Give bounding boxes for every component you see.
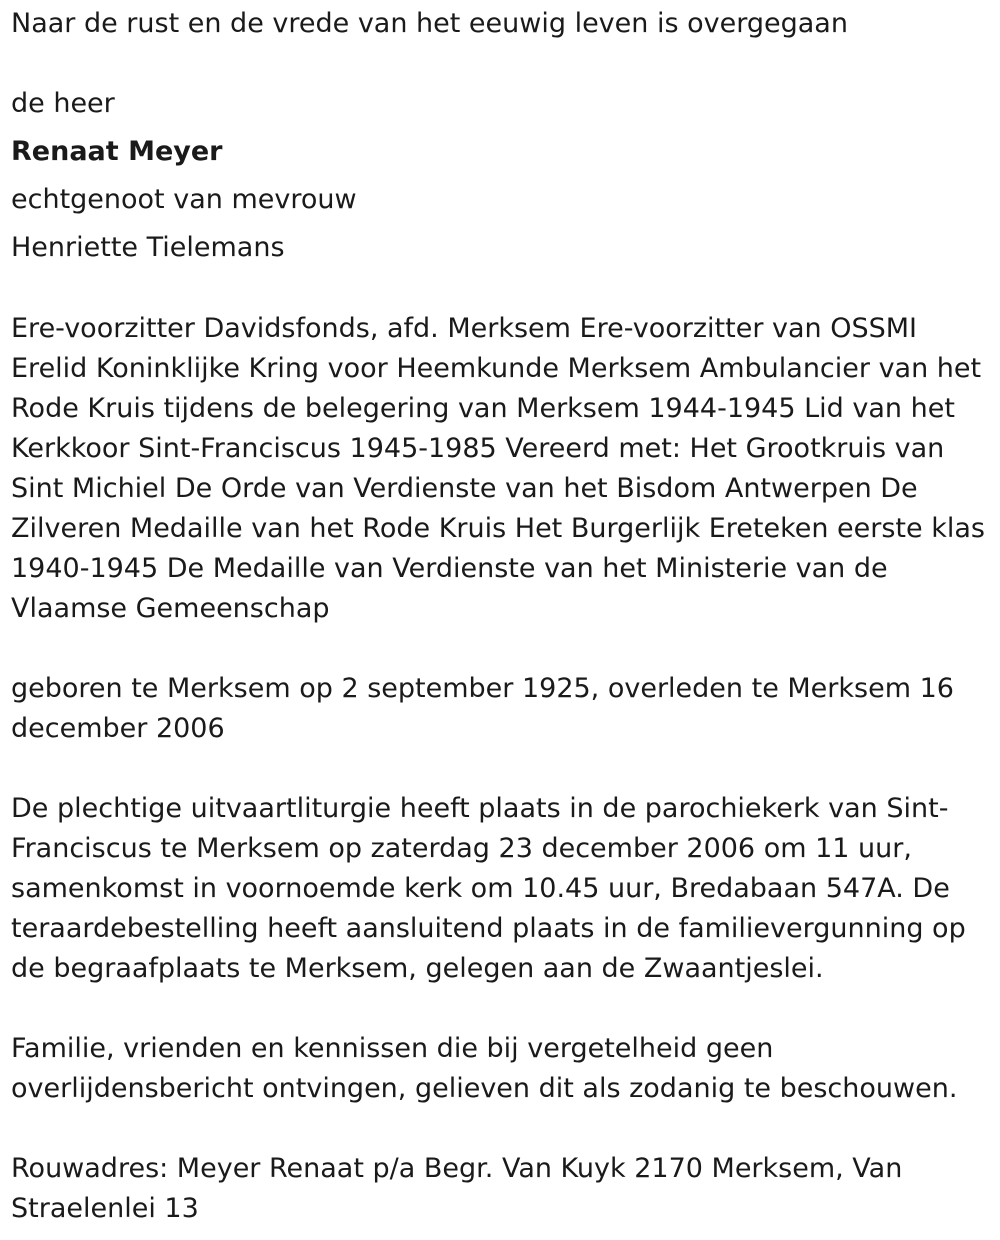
honorific-text: de heer <box>11 88 115 119</box>
spouse-name: Henriette Tielemans <box>11 232 285 263</box>
deceased-name: Renaat Meyer <box>11 136 223 167</box>
notice-paragraph: Familie, vrienden en kennissen die bij vergetelheid geen overlijdensbericht ontvingen, gelieven dit als zodanig te beschouwen. <box>11 1033 958 1104</box>
intro-text: Naar de rust en de vrede van het eeuwig leven is overgegaan <box>11 8 848 39</box>
funeral-paragraph: De plechtige uitvaartliturgie heeft plaats in de parochiekerk van Sint-Franciscus te Merksem op zaterdag 23 december 2006 om 11 uur, samenkomst in voornoemde kerk om 10.45 uur, Bredabaan 547A. De teraardebestelling heeft aansluitend plaats in de familievergunning op de begraafplaats te Merksem, gelegen aan de Zwaantjeslei. <box>11 793 966 984</box>
spouse-prefix-text: echtgenoot van mevrouw <box>11 184 357 215</box>
address-paragraph: Rouwadres: Meyer Renaat p/a Begr. Van Kuyk 2170 Merksem, Van Straelenlei 13 <box>11 1153 903 1224</box>
life-dates-paragraph: geboren te Merksem op 2 september 1925, overleden te Merksem 16 december 2006 <box>11 673 954 744</box>
honors-paragraph: Ere-voorzitter Davidsfonds, afd. Merksem Ere-voorzitter van OSSMI Erelid Koninklijke Kring voor Heemkunde Merksem Ambulancier van het Rode Kruis tijdens de belegering van Merksem 1944-1945 Lid van het Kerkkoor Sint-Franciscus 1945-1985 Vereerd met: Het Grootkruis van Sint Michiel De Orde van Verdienste van het Bisdom Antwerpen De Zilveren Medaille van het Rode Kruis Het Burgerlijk Ereteken eerste klas 1940-1945 De Medaille van Verdienste van het Ministerie van de Vlaamse Gemeenschap <box>11 313 985 624</box>
